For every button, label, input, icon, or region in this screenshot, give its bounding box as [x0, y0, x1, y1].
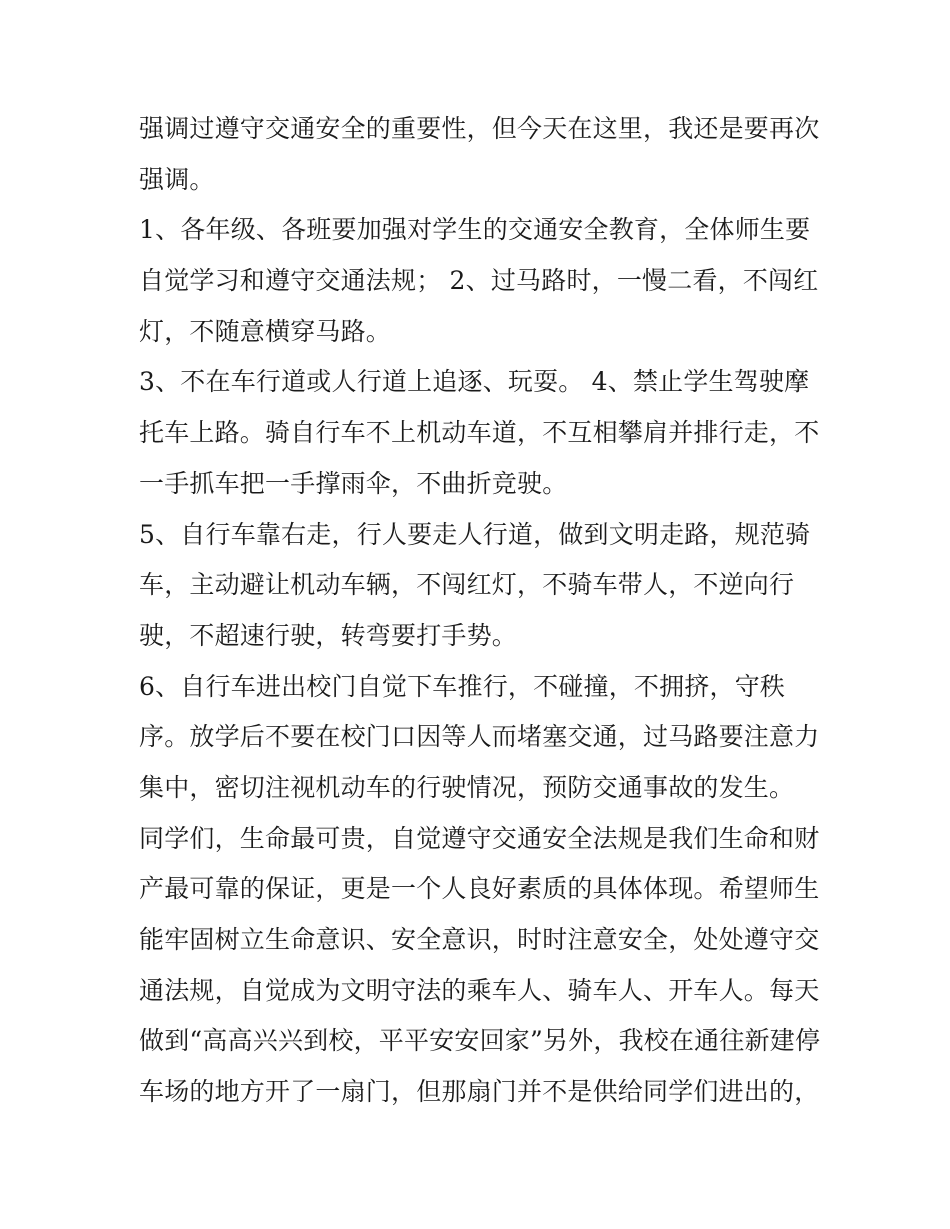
text-line: 一手抓车把一手撑雨伞，不曲折竞驶。	[139, 468, 568, 498]
text-line: 做到“高高兴兴到校，平平安安回家”另外，我校在通往新建停	[139, 1026, 821, 1056]
text-line: 驶，不超速行驶，转弯要打手势。	[139, 620, 518, 650]
text-line: 5、自行车靠右走，行人要走人行道，做到文明走路，规范骑	[139, 519, 811, 549]
text-line: 自觉学习和遵守交通法规； 2、过马路时，一慢二看，不闯红	[139, 266, 819, 296]
text-line: 强调过遵守交通安全的重要性，但今天在这里，我还是要再次	[139, 114, 820, 143]
text-line: 产最可靠的保证，更是一个人良好素质的具体体现。希望师生	[139, 874, 820, 904]
text-line: 灯，不随意横穿马路。	[139, 316, 392, 346]
text-line: 车，主动避让机动车辆，不闯红灯，不骑车带人，不逆向行	[139, 570, 795, 600]
text-line: 3、不在车行道或人行道上追逐、玩耍。 4、禁止学生驾驶摩	[139, 367, 810, 397]
text-line: 6、自行车进出校门自觉下车推行，不碰撞，不拥挤，守秩	[139, 671, 786, 701]
text-line: 序。放学后不要在校门口因等人而堵塞交通，过马路要注意力	[139, 722, 820, 752]
text-line: 车场的地方开了一扇门，但那扇门并不是供给同学们进出的，	[139, 1077, 820, 1107]
text-line: 强调。	[139, 164, 215, 194]
text-line: 能牢固树立生命意识、安全意识，时时注意安全，处处遵守交	[139, 925, 820, 954]
text-line: 同学们，生命最可贵，自觉遵守交通安全法规是我们生命和财	[139, 823, 820, 853]
text-line: 通法规，自觉成为文明守法的乘车人、骑车人、开车人。每天	[139, 975, 820, 1005]
text-line: 托车上路。骑自行车不上机动车道，不互相攀肩并排行走，不	[139, 418, 820, 448]
text-line: 1、各年级、各班要加强对学生的交通安全教育，全体师生要	[139, 215, 811, 245]
body-text	[139, 104, 829, 1118]
text-line: 集中，密切注视机动车的行驶情况，预防交通事故的发生。	[139, 772, 795, 802]
